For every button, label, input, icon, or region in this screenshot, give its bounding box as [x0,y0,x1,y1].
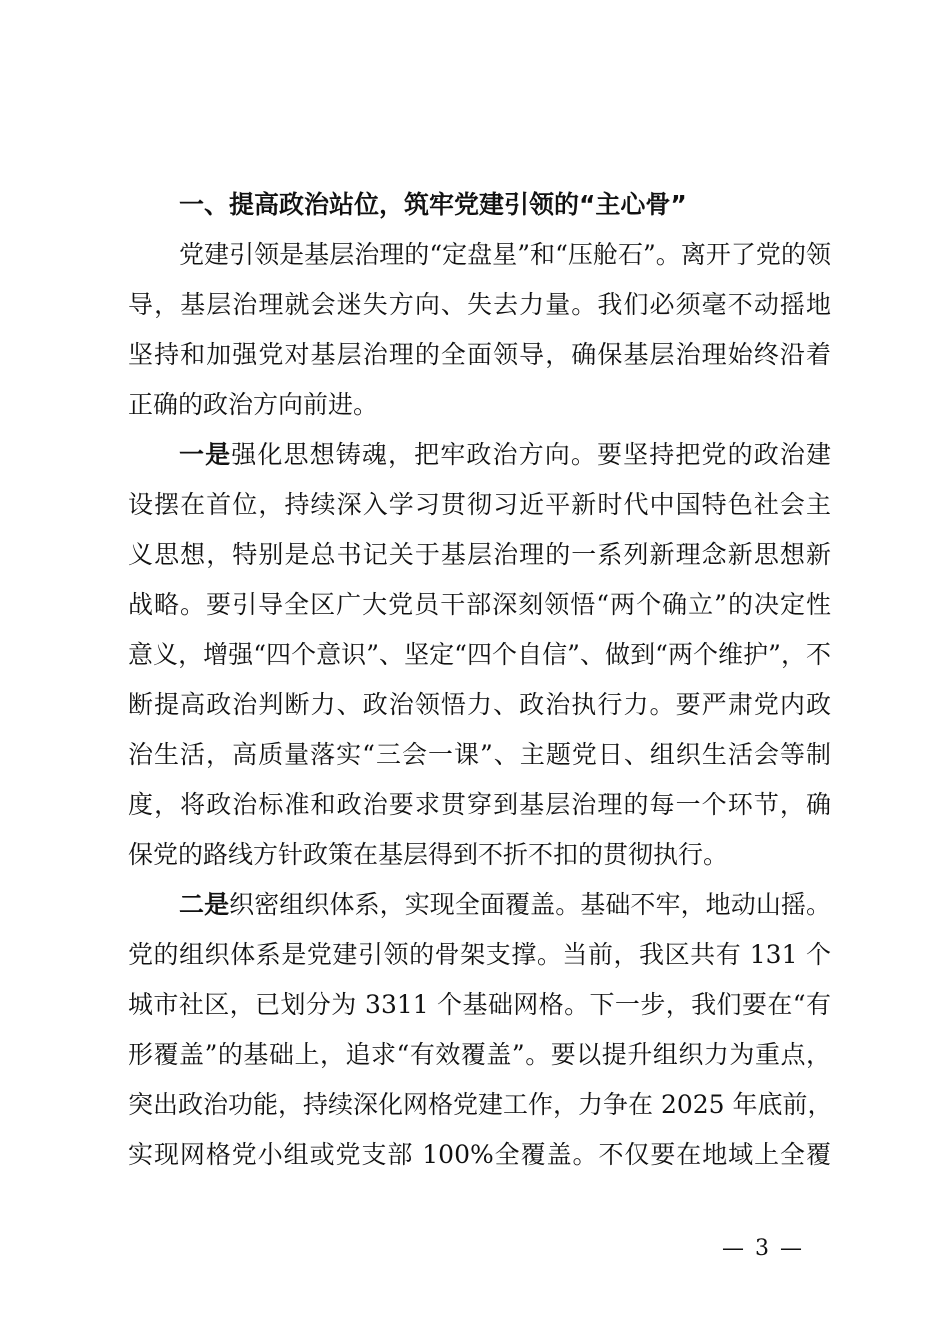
paragraph-2 [128,430,831,880]
text-line: 实现网格党小组或党支部 100%全覆盖。不仅要在地域上全覆 [128,1140,831,1169]
text-span: 织密组织体系，实现全面覆盖。基础不牢，地动山摇。 [229,890,831,919]
text-line: 意义，增强“四个意识”、坚定“四个自信”、做到“两个维护”，不 [128,640,831,669]
text-line [128,880,831,930]
text-line: 断提高政治判断力、政治领悟力、政治执行力。要严肃党内政 [128,690,831,719]
text-line: 城市社区，已划分为 3311 个基础网格。下一步，我们要在“有 [128,990,831,1019]
text-line: 战略。要引导全区广大党员干部深刻领悟“两个确立”的决定性 [128,590,831,619]
text-line: 突出政治功能，持续深化网格党建工作，力争在 2025 年底前， [128,1090,833,1119]
text-line: 党建引领是基层治理的“定盘星”和“压舱石”。离开了党的领 [179,240,831,269]
paragraph-lead: 二是 [179,890,230,919]
text-line: 设摆在首位，持续深入学习贯彻习近平新时代中国特色社会主 [128,490,831,519]
text-line: 度，将政治标准和政治要求贯穿到基层治理的每一个环节，确 [128,790,831,819]
text-line: 治生活，高质量落实“三会一课”、主题党日、组织生活会等制 [128,740,831,769]
text-line: 形覆盖”的基础上，追求“有效覆盖”。要以提升组织力为重点， [128,1040,831,1069]
section-heading: 一、提高政治站位，筑牢党建引领的“主心骨” [179,190,687,219]
text-line: 保党的路线方针政策在基层得到不折不扣的贯彻执行。 [128,840,729,869]
paragraph-3 [128,880,831,1180]
text-line: 义思想，特别是总书记关于基层治理的一系列新理念新思想新 [128,540,831,569]
text-line: 党的组织体系是党建引领的骨架支撑。当前，我区共有 131 个 [128,940,831,969]
text-line: 导，基层治理就会迷失方向、失去力量。我们必须毫不动摇地 [128,290,831,319]
text-line [128,430,831,480]
text-span: 强化思想铸魂，把牢政治方向。要坚持把党的政治建 [231,440,831,469]
text-line: 坚持和加强党对基层治理的全面领导，确保基层治理始终沿着 [128,340,831,369]
paragraph-lead: 一是 [179,440,232,469]
document-body [128,180,831,1180]
page-number: — 3 — [722,1236,804,1261]
paragraph-1 [128,230,831,430]
text-line: 正确的政治方向前进。 [128,390,379,419]
